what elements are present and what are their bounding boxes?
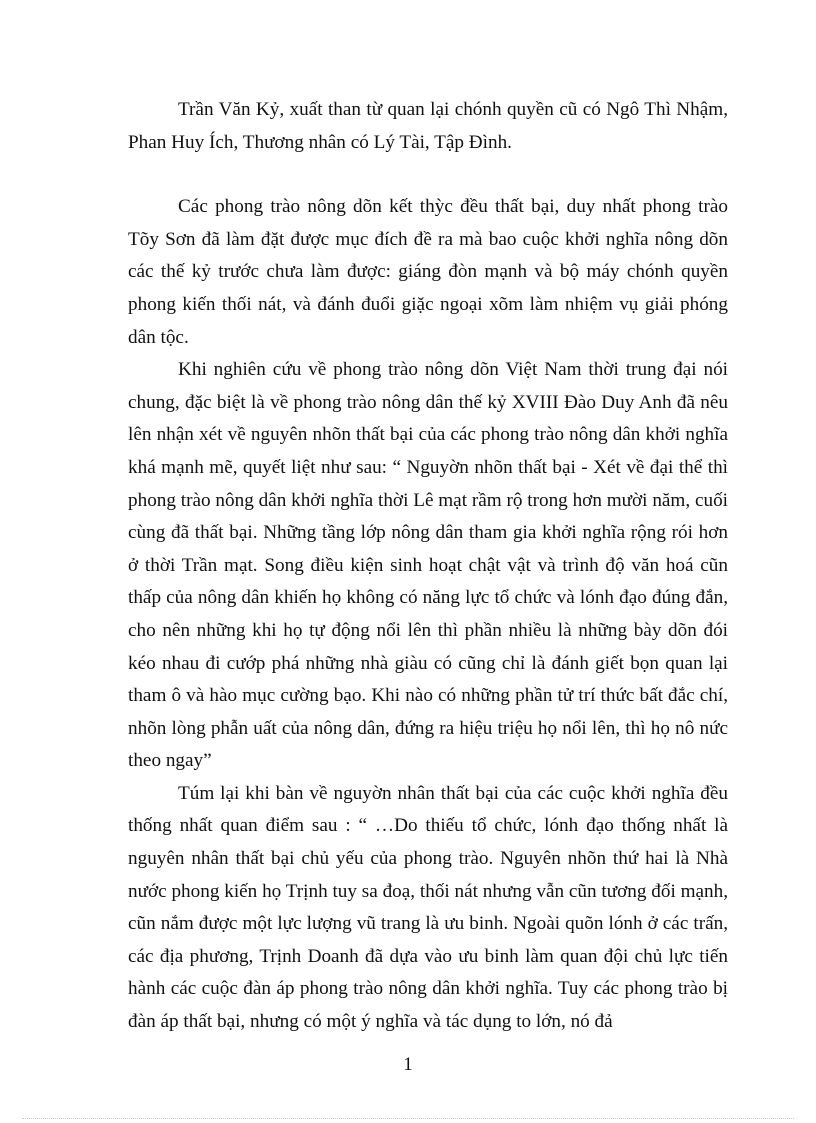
paragraph-2: Các phong trào nông dõn kết thỳc đều thất bại, duy nhất phong trào Tõy Sơn đã làm đặt được mục đích đề ra mà bao cuộc khởi nghĩa nông dõn các thế kỷ trước chưa làm được: giáng đòn mạnh và bộ máy chónh quyền phong kiến thối nát, và đánh đuổi giặc ngoại xõm làm nhiệm vụ giải phóng dân tộc. bbox=[128, 196, 728, 348]
paragraph-3: Khi nghiên cứu về phong trào nông dõn Việt Nam thời trung đại nói chung, đặc biệt là về phong trào nông dân thế kỷ XVIII Đào Duy Anh đã nêu lên nhận xét về nguyên nhõn thất bại của các phong trào nông dân khởi nghĩa khá mạnh mẽ, quyết liệt như sau: “ Nguyờn nhõn thất bại - Xét về đại thể thì phong trào nông dân khởi nghĩa thời Lê mạt rầm rộ trong hơn mười năm, cuối cùng đã thất bại. Những tầng lớp nông dân tham gia khởi nghĩa rộng rói hơn ở thời Trần mạt. Song điều kiện sinh hoạt chật vật và trình độ văn hoá cũn thấp của nông dân khiến họ không có năng lực tổ chức và lónh đạo đúng đắn, cho nên những khi họ tự động nổi lên thì phần nhiều là những bày dõn đói kéo nhau đi cướp phá những nhà giàu có cũng chỉ là đánh giết bọn quan lại tham ô và hào mục cường bạo. Khi nào có những phần tử trí thức bất đắc chí, nhõn lòng phẫn uất của nông dân, đứng ra hiệu triệu họ nổi lên, thì họ nô nức theo ngay” bbox=[128, 359, 728, 772]
paragraph-4: Túm lại khi bàn về nguyờn nhân thất bại của các cuộc khởi nghĩa đều thống nhất quan điểm sau : “ …Do thiếu tổ chức, lónh đạo thống nhất là nguyên nhân thất bại chủ yếu của phong trào. Nguyên nhõn thứ hai là Nhà nước phong kiến họ Trịnh tuy sa đoạ, thối nát nhưng vẫn cũn tương đối mạnh, cũn nắm được một lực lượng vũ trang là ưu binh. Ngoài quõn lónh ở các trấn, các địa phương, Trịnh Doanh đã dựa vào ưu binh làm quan đội chủ lực tiến hành các cuộc đàn áp phong trào nông dân khởi nghĩa. Tuy các phong trào bị đàn áp thất bại, nhưng có một ý nghĩa và tác dụng to lớn, nó đả bbox=[128, 782, 728, 1033]
page-number: 1 bbox=[403, 1054, 413, 1075]
page-body bbox=[128, 94, 728, 1039]
paragraph-1: Trần Văn Kỷ, xuất than từ quan lại chónh quyền cũ có Ngô Thì Nhậm, Phan Huy Ích, Thương nhân có Lý Tài, Tập Đình. bbox=[128, 99, 728, 153]
page-bottom-divider bbox=[22, 1118, 794, 1119]
